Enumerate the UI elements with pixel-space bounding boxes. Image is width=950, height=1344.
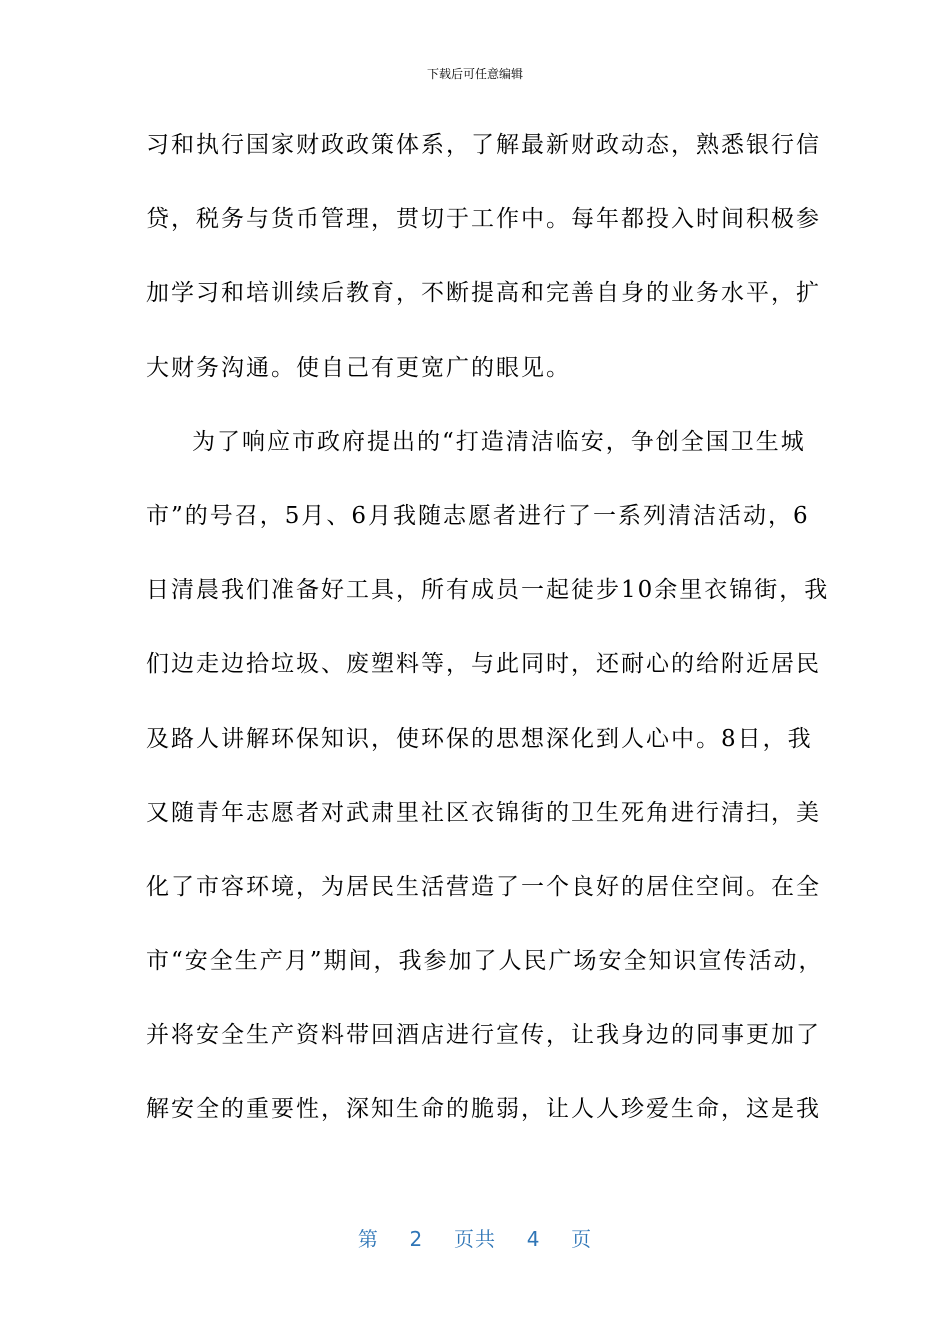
text-line: 大财务沟通。使自己有更宽广的眼见。 [146,354,571,381]
text-line: 并将安全生产资料带回酒店进行宣传，让我身边的同事更加了 [146,1022,821,1049]
footer-middle: 页共 [454,1227,496,1251]
text-line: 习和执行国家财政政策体系，了解最新财政动态，熟悉银行信 [146,132,821,158]
document-body [146,118,830,1157]
page-footer [0,1226,950,1252]
footer-prefix: 第 [357,1227,379,1251]
current-page-number: 2 [409,1227,424,1251]
page-header: 下载后可任意编辑 [426,67,523,81]
text-line: 化了市容环境，为居民生活营造了一个良好的居住空间。在全 [146,873,821,900]
paragraph-2 [146,415,830,1157]
text-line: 及路人讲解环保知识，使环保的思想深化到人心中。8日，我 [146,725,813,752]
text-line: 们边走边拾垃圾、废塑料等，与此同时，还耐心的给附近居民 [146,651,821,678]
text-line: 市”的号召，5月、6月我随志愿者进行了一系列清洁活动，6 [146,502,810,529]
text-line: 贷，税务与货币管理，贯切于工作中。每年都投入时间积极参 [146,206,821,233]
paragraph-1 [146,118,821,415]
text-line: 日清晨我们准备好工具，所有成员一起徒步10余里衣锦街，我 [146,577,830,604]
text-line: 又随青年志愿者对武肃里社区衣锦街的卫生死角进行清扫，美 [146,799,821,826]
text-line: 解安全的重要性，深知生命的脆弱，让人人珍爱生命，这是我 [146,1096,821,1123]
footer-suffix: 页 [571,1227,593,1251]
text-line: 为了响应市政府提出的“打造清洁临安，争创全国卫生城 [192,428,806,455]
total-pages-number: 4 [526,1227,541,1251]
text-line: 市“安全生产月”期间，我参加了人民广场安全知识宣传活动， [146,948,824,975]
text-line: 加学习和培训续后教育，不断提高和完善自身的业务水平，扩 [146,280,821,307]
